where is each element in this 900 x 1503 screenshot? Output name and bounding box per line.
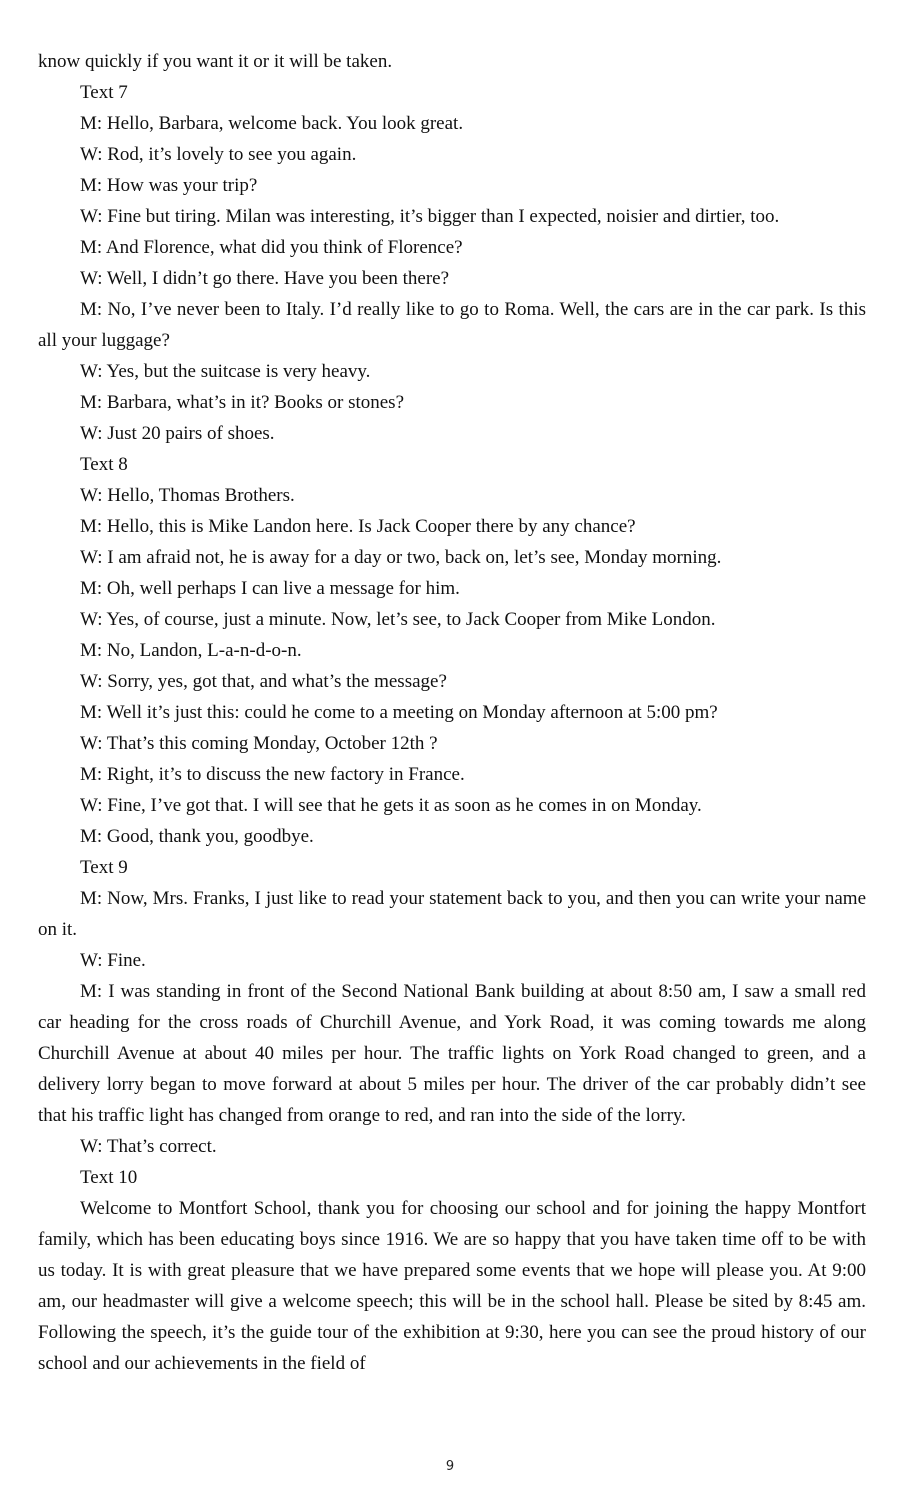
dialogue-line: M: Hello, this is Mike Landon here. Is Jack Cooper there by any chance?	[80, 516, 636, 537]
section-heading-text-7: Text 7	[80, 82, 128, 103]
dialogue-line: W: Rod, it’s lovely to see you again.	[80, 144, 357, 165]
dialogue-line: W: Fine, I’ve got that. I will see that he gets it as soon as he comes in on Monday.	[80, 795, 702, 816]
dialogue-line: M: Barbara, what’s in it? Books or stones?	[80, 392, 405, 413]
dialogue-line: W: Fine.	[80, 950, 146, 971]
dialogue-line: W: That’s this coming Monday, October 12th ?	[80, 733, 438, 754]
dialogue-line: M: Good, thank you, goodbye.	[80, 826, 314, 847]
dialogue-line: W: That’s correct.	[80, 1136, 217, 1157]
dialogue-line: M: I was standing in front of the Second National Bank building at about 8:50 am, I saw a small red car heading for the cross roads of Churchill Avenue, and York Road, it was coming towards me along Churchill Avenue at about 40 miles per hour. The traffic lights on York Road changed to green, and a delivery lorry began to move forward at about 5 miles per hour. The driver of the car probably didn’t see that his traffic light has changed from orange to red, and ran into the side of the lorry.	[38, 981, 866, 1126]
dialogue-line: M: And Florence, what did you think of Florence?	[80, 237, 463, 258]
section-heading-text-8: Text 8	[80, 454, 128, 475]
dialogue-line: M: Now, Mrs. Franks, I just like to read your statement back to you, and then you can write your name on it.	[38, 888, 866, 940]
page-number: 9	[445, 1459, 455, 1474]
dialogue-line: M: Well it’s just this: could he come to a meeting on Monday afternoon at 5:00 pm?	[80, 702, 718, 723]
dialogue-line: W: Just 20 pairs of shoes.	[80, 423, 275, 444]
body-text	[38, 46, 866, 1379]
dialogue-line: W: Yes, but the suitcase is very heavy.	[80, 361, 371, 382]
dialogue-line: M: Oh, well perhaps I can live a message for him.	[80, 578, 460, 599]
dialogue-line: W: Yes, of course, just a minute. Now, let’s see, to Jack Cooper from Mike London.	[80, 609, 716, 630]
dialogue-line: M: Right, it’s to discuss the new factory in France.	[80, 764, 465, 785]
dialogue-line: W: Hello, Thomas Brothers.	[80, 485, 295, 506]
dialogue-line: W: Well, I didn’t go there. Have you been there?	[80, 268, 450, 289]
dialogue-line: M: No, I’ve never been to Italy. I’d really like to go to Roma. Well, the cars are in the car park. Is this all your luggage?	[38, 299, 866, 351]
dialogue-line: W: I am afraid not, he is away for a day or two, back on, let’s see, Monday morning.	[80, 547, 722, 568]
dialogue-line: W: Sorry, yes, got that, and what’s the message?	[80, 671, 447, 692]
paragraph: Welcome to Montfort School, thank you for choosing our school and for joining the happy Montfort family, which has been educating boys since 1916. We are so happy that you have taken time off to be with us today. It is with great pleasure that we have prepared some events that we hope will please you. At 9:00 am, our headmaster will give a welcome speech; this will be in the school hall. Please be sited by 8:45 am. Following the speech, it’s the guide tour of the exhibition at 9:30, here you can see the proud history of our school and our achievements in the field of	[38, 1198, 866, 1374]
dialogue-line: M: Hello, Barbara, welcome back. You look great.	[80, 113, 464, 134]
dialogue-line: W: Fine but tiring. Milan was interesting, it’s bigger than I expected, noisier and dirtier, too.	[80, 206, 780, 227]
dialogue-line: M: How was your trip?	[80, 175, 258, 196]
paragraph: know quickly if you want it or it will be taken.	[38, 51, 393, 72]
section-heading-text-9: Text 9	[80, 857, 128, 878]
dialogue-line: M: No, Landon, L-a-n-d-o-n.	[80, 640, 302, 661]
section-heading-text-10: Text 10	[80, 1167, 138, 1188]
